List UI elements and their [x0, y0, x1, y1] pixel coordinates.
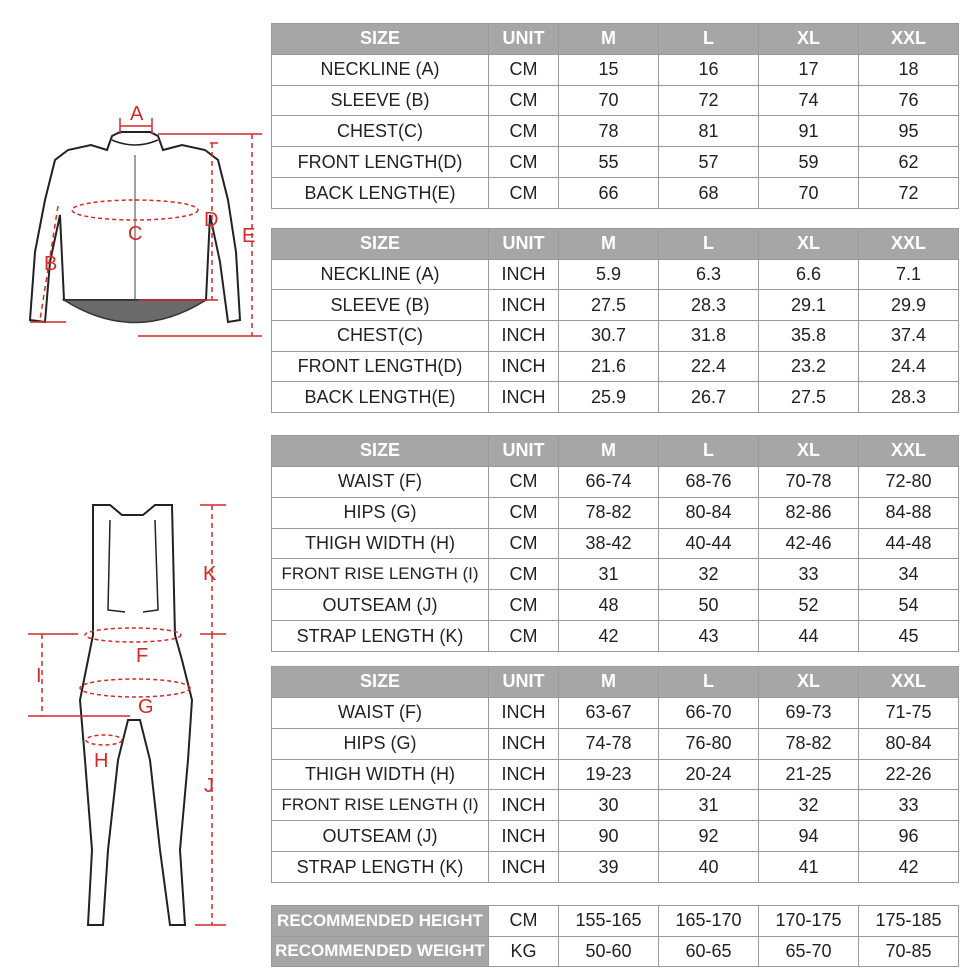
- row-label: FRONT LENGTH(D): [272, 351, 489, 382]
- column-header: XXL: [859, 667, 959, 698]
- table-row: [272, 259, 959, 290]
- value-cell: 45: [859, 621, 959, 652]
- value-cell: 31: [559, 559, 659, 590]
- value-cell: 32: [759, 790, 859, 821]
- column-header: L: [659, 24, 759, 55]
- value-cell: 34: [859, 559, 959, 590]
- row-label: BACK LENGTH(E): [272, 178, 489, 209]
- table-row: [272, 466, 959, 497]
- table-row: [272, 790, 959, 821]
- table-header-row: [272, 24, 959, 55]
- row-label: FRONT RISE LENGTH (I): [272, 559, 489, 590]
- jacket-hem: [64, 300, 206, 323]
- value-cell: 15: [559, 54, 659, 85]
- value-cell: 33: [759, 559, 859, 590]
- label-g: G: [138, 696, 154, 718]
- value-cell: 28.3: [859, 382, 959, 413]
- column-header: UNIT: [489, 24, 559, 55]
- value-cell: 39: [559, 852, 659, 883]
- value-cell: 68: [659, 178, 759, 209]
- value-cell: 76: [859, 85, 959, 116]
- column-header: M: [559, 24, 659, 55]
- column-header: SIZE: [272, 436, 489, 467]
- value-cell: 52: [759, 590, 859, 621]
- unit-cell: INCH: [489, 790, 559, 821]
- value-cell: 175-185: [859, 906, 959, 937]
- table-row: [272, 906, 959, 937]
- value-cell: 95: [859, 116, 959, 147]
- value-cell: 6.6: [759, 259, 859, 290]
- row-label: STRAP LENGTH (K): [272, 852, 489, 883]
- value-cell: 55: [559, 147, 659, 178]
- value-cell: 31.8: [659, 320, 759, 351]
- column-header: M: [559, 436, 659, 467]
- label-a: A: [130, 103, 144, 125]
- column-header: UNIT: [489, 436, 559, 467]
- row-label: FRONT LENGTH(D): [272, 147, 489, 178]
- value-cell: 70: [559, 85, 659, 116]
- value-cell: 80-84: [859, 728, 959, 759]
- value-cell: 21.6: [559, 351, 659, 382]
- column-header: L: [659, 436, 759, 467]
- table-row: [272, 936, 959, 967]
- table-row: [272, 852, 959, 883]
- column-header: XL: [759, 229, 859, 260]
- column-header: SIZE: [272, 24, 489, 55]
- table-row: [272, 590, 959, 621]
- value-cell: 78-82: [559, 497, 659, 528]
- value-cell: 23.2: [759, 351, 859, 382]
- value-cell: 92: [659, 821, 759, 852]
- unit-cell: CM: [489, 559, 559, 590]
- row-label: FRONT RISE LENGTH (I): [272, 790, 489, 821]
- value-cell: 50: [659, 590, 759, 621]
- value-cell: 90: [559, 821, 659, 852]
- row-label: HIPS (G): [272, 728, 489, 759]
- unit-cell: CM: [489, 54, 559, 85]
- value-cell: 72-80: [859, 466, 959, 497]
- column-header: UNIT: [489, 667, 559, 698]
- value-cell: 44-48: [859, 528, 959, 559]
- unit-cell: INCH: [489, 320, 559, 351]
- row-label: WAIST (F): [272, 466, 489, 497]
- row-label: SLEEVE (B): [272, 290, 489, 321]
- value-cell: 27.5: [559, 290, 659, 321]
- column-header: XL: [759, 667, 859, 698]
- table-row: [272, 290, 959, 321]
- value-cell: 27.5: [759, 382, 859, 413]
- table-row: [272, 497, 959, 528]
- table-row: [272, 85, 959, 116]
- row-label: CHEST(C): [272, 320, 489, 351]
- value-cell: 40: [659, 852, 759, 883]
- value-cell: 43: [659, 621, 759, 652]
- value-cell: 66-70: [659, 697, 759, 728]
- value-cell: 41: [759, 852, 859, 883]
- row-label: HIPS (G): [272, 497, 489, 528]
- label-c: C: [128, 223, 143, 245]
- value-cell: 35.8: [759, 320, 859, 351]
- value-cell: 17: [759, 54, 859, 85]
- pants-measurement-diagram: [0, 495, 270, 935]
- unit-cell: INCH: [489, 728, 559, 759]
- value-cell: 32: [659, 559, 759, 590]
- value-cell: 16: [659, 54, 759, 85]
- unit-cell: INCH: [489, 382, 559, 413]
- unit-cell: INCH: [489, 351, 559, 382]
- row-label: THIGH WIDTH (H): [272, 528, 489, 559]
- value-cell: 42-46: [759, 528, 859, 559]
- unit-cell: CM: [489, 85, 559, 116]
- value-cell: 62: [859, 147, 959, 178]
- value-cell: 54: [859, 590, 959, 621]
- value-cell: 42: [859, 852, 959, 883]
- value-cell: 71-75: [859, 697, 959, 728]
- value-cell: 72: [859, 178, 959, 209]
- value-cell: 165-170: [659, 906, 759, 937]
- table-row: [272, 54, 959, 85]
- column-header: UNIT: [489, 229, 559, 260]
- value-cell: 22.4: [659, 351, 759, 382]
- row-label: THIGH WIDTH (H): [272, 759, 489, 790]
- table-row: [272, 178, 959, 209]
- row-label: RECOMMENDED WEIGHT: [272, 936, 489, 967]
- table-header-row: [272, 436, 959, 467]
- unit-cell: KG: [489, 936, 559, 967]
- table-row: [272, 382, 959, 413]
- table-header-row: [272, 667, 959, 698]
- jacket-size-table-cm: [271, 23, 959, 209]
- row-label: OUTSEAM (J): [272, 821, 489, 852]
- column-header: L: [659, 229, 759, 260]
- label-h: H: [94, 750, 109, 772]
- unit-cell: CM: [489, 497, 559, 528]
- row-label: STRAP LENGTH (K): [272, 621, 489, 652]
- value-cell: 31: [659, 790, 759, 821]
- value-cell: 18: [859, 54, 959, 85]
- value-cell: 80-84: [659, 497, 759, 528]
- unit-cell: INCH: [489, 759, 559, 790]
- value-cell: 70-85: [859, 936, 959, 967]
- value-cell: 66-74: [559, 466, 659, 497]
- column-header: SIZE: [272, 667, 489, 698]
- row-label: RECOMMENDED HEIGHT: [272, 906, 489, 937]
- value-cell: 81: [659, 116, 759, 147]
- unit-cell: INCH: [489, 697, 559, 728]
- value-cell: 76-80: [659, 728, 759, 759]
- value-cell: 84-88: [859, 497, 959, 528]
- row-label: CHEST(C): [272, 116, 489, 147]
- unit-cell: INCH: [489, 852, 559, 883]
- value-cell: 70-78: [759, 466, 859, 497]
- unit-cell: INCH: [489, 821, 559, 852]
- unit-cell: INCH: [489, 290, 559, 321]
- table-row: [272, 320, 959, 351]
- unit-cell: INCH: [489, 259, 559, 290]
- value-cell: 59: [759, 147, 859, 178]
- value-cell: 28.3: [659, 290, 759, 321]
- value-cell: 96: [859, 821, 959, 852]
- row-label: NECKLINE (A): [272, 259, 489, 290]
- label-e: E: [242, 225, 256, 247]
- value-cell: 78-82: [759, 728, 859, 759]
- pants-outline: [80, 505, 192, 925]
- value-cell: 60-65: [659, 936, 759, 967]
- label-f: F: [136, 645, 149, 667]
- value-cell: 63-67: [559, 697, 659, 728]
- column-header: M: [559, 229, 659, 260]
- value-cell: 26.7: [659, 382, 759, 413]
- label-d: D: [204, 209, 219, 231]
- value-cell: 57: [659, 147, 759, 178]
- jacket-measurement-diagram: [0, 95, 270, 340]
- unit-cell: CM: [489, 590, 559, 621]
- row-label: BACK LENGTH(E): [272, 382, 489, 413]
- table-row: [272, 728, 959, 759]
- table-row: [272, 351, 959, 382]
- value-cell: 50-60: [559, 936, 659, 967]
- value-cell: 170-175: [759, 906, 859, 937]
- column-header: XL: [759, 24, 859, 55]
- recommended-table: [271, 905, 959, 967]
- unit-cell: CM: [489, 621, 559, 652]
- row-label: OUTSEAM (J): [272, 590, 489, 621]
- value-cell: 20-24: [659, 759, 759, 790]
- row-label: NECKLINE (A): [272, 54, 489, 85]
- value-cell: 37.4: [859, 320, 959, 351]
- table-row: [272, 821, 959, 852]
- table-row: [272, 697, 959, 728]
- unit-cell: CM: [489, 906, 559, 937]
- table-row: [272, 147, 959, 178]
- label-k: K: [203, 563, 217, 585]
- column-header: XL: [759, 436, 859, 467]
- column-header: M: [559, 667, 659, 698]
- value-cell: 66: [559, 178, 659, 209]
- value-cell: 68-76: [659, 466, 759, 497]
- unit-cell: CM: [489, 147, 559, 178]
- column-header: SIZE: [272, 229, 489, 260]
- column-header: XXL: [859, 24, 959, 55]
- label-j: J: [204, 775, 214, 797]
- value-cell: 82-86: [759, 497, 859, 528]
- value-cell: 19-23: [559, 759, 659, 790]
- value-cell: 38-42: [559, 528, 659, 559]
- value-cell: 155-165: [559, 906, 659, 937]
- unit-cell: CM: [489, 466, 559, 497]
- value-cell: 21-25: [759, 759, 859, 790]
- row-label: WAIST (F): [272, 697, 489, 728]
- value-cell: 24.4: [859, 351, 959, 382]
- value-cell: 30: [559, 790, 659, 821]
- table-row: [272, 559, 959, 590]
- value-cell: 74: [759, 85, 859, 116]
- value-cell: 48: [559, 590, 659, 621]
- column-header: XXL: [859, 436, 959, 467]
- unit-cell: CM: [489, 178, 559, 209]
- value-cell: 6.3: [659, 259, 759, 290]
- value-cell: 65-70: [759, 936, 859, 967]
- value-cell: 72: [659, 85, 759, 116]
- row-label: SLEEVE (B): [272, 85, 489, 116]
- value-cell: 44: [759, 621, 859, 652]
- value-cell: 29.9: [859, 290, 959, 321]
- table-row: [272, 528, 959, 559]
- value-cell: 94: [759, 821, 859, 852]
- unit-cell: CM: [489, 528, 559, 559]
- column-header: XXL: [859, 229, 959, 260]
- table-row: [272, 759, 959, 790]
- value-cell: 78: [559, 116, 659, 147]
- value-cell: 74-78: [559, 728, 659, 759]
- table-row: [272, 621, 959, 652]
- value-cell: 25.9: [559, 382, 659, 413]
- value-cell: 42: [559, 621, 659, 652]
- pants-size-table-cm: [271, 435, 959, 652]
- value-cell: 40-44: [659, 528, 759, 559]
- value-cell: 30.7: [559, 320, 659, 351]
- value-cell: 29.1: [759, 290, 859, 321]
- value-cell: 7.1: [859, 259, 959, 290]
- label-i: I: [36, 665, 42, 687]
- unit-cell: CM: [489, 116, 559, 147]
- jacket-size-table-inch: [271, 228, 959, 413]
- value-cell: 69-73: [759, 697, 859, 728]
- value-cell: 5.9: [559, 259, 659, 290]
- pants-size-table-inch: [271, 666, 959, 883]
- value-cell: 91: [759, 116, 859, 147]
- value-cell: 22-26: [859, 759, 959, 790]
- value-cell: 70: [759, 178, 859, 209]
- value-cell: 33: [859, 790, 959, 821]
- table-row: [272, 116, 959, 147]
- column-header: L: [659, 667, 759, 698]
- table-header-row: [272, 229, 959, 260]
- label-b: B: [44, 253, 58, 275]
